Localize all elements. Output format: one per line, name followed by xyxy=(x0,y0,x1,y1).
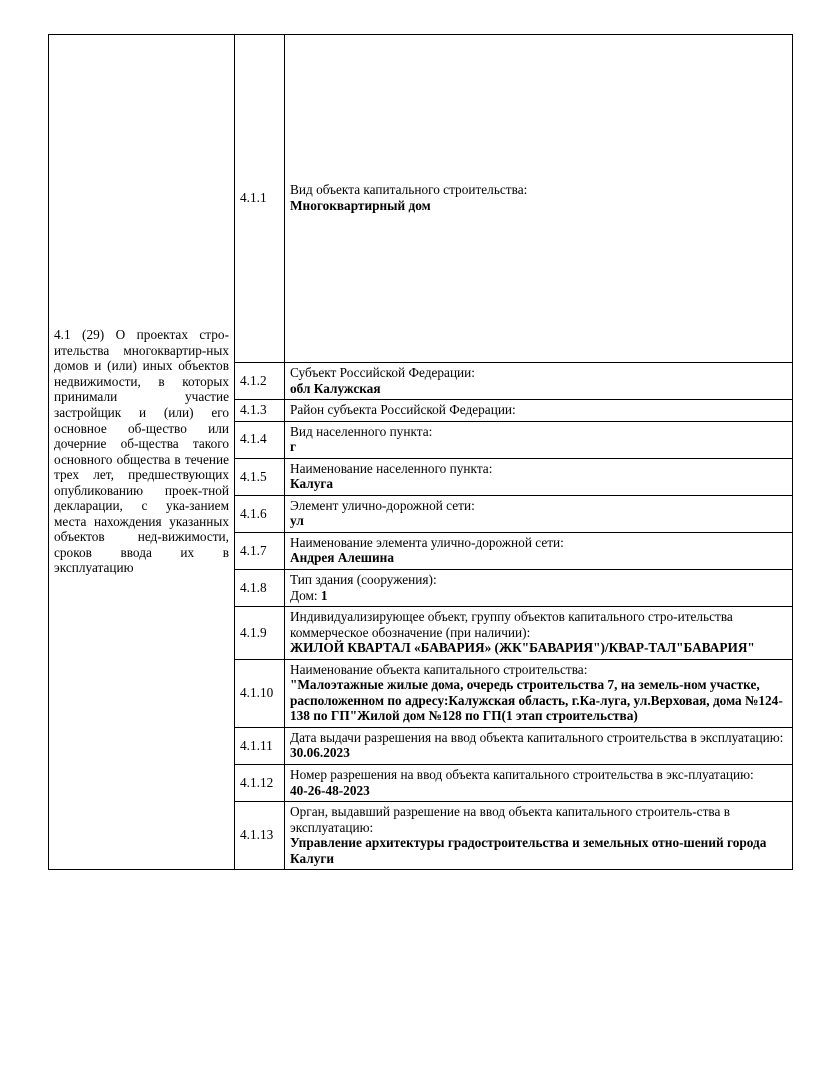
row-value-cell xyxy=(285,570,793,607)
row-number: 4.1.2 xyxy=(235,363,285,400)
field-value: обл Калужская xyxy=(290,380,381,396)
row-number: 4.1.4 xyxy=(235,421,285,458)
row-value-cell xyxy=(285,532,793,569)
row-value-cell xyxy=(285,35,793,363)
field-label: Элемент улично-дорожной сети: xyxy=(290,497,475,513)
field-value: "Малоэтажные жилые дома, очередь строительства 7, на земель-ном участке, расположенном по адресу:Калужская область, г.Ка-луга, ул.Верховая, дома №124-138 по ГП"Жилой дом №128 по ГП(1 этап строительства) xyxy=(290,677,783,724)
section-description-cell: 4.1 (29) О проектах стро-ительства многоквартир-ных домов и (или) иных объектов недвижимости, в которых принимали участие застройщик и (или) его основное об-щество или дочерние об-щества такого основного общества в течение трех лет, предшествующих опубликованию проек-тной декларации, с ука-занием места нахождения указанных объектов нед-вижимости, сроков ввода их в эксплуатацию xyxy=(49,35,235,870)
row-number: 4.1.1 xyxy=(235,35,285,363)
field-value: Многоквартирный дом xyxy=(290,198,431,213)
project-declaration-table xyxy=(48,34,793,870)
row-value-cell xyxy=(285,400,793,422)
field-label: Субъект Российской Федерации: xyxy=(290,365,475,380)
field-label: Дата выдачи разрешения на ввод объекта капитального строительства в эксплуатацию: xyxy=(290,729,784,745)
field-value: ул xyxy=(290,513,304,529)
field-value: Дом: 1 xyxy=(290,587,328,603)
table-row xyxy=(49,35,793,363)
field-label: Вид населенного пункта: xyxy=(290,423,433,439)
field-label: Наименование населенного пункта: xyxy=(290,460,493,476)
row-number: 4.1.10 xyxy=(235,659,285,727)
field-value: г xyxy=(290,439,297,455)
row-value-cell xyxy=(285,495,793,532)
row-value-cell xyxy=(285,363,793,400)
row-number: 4.1.7 xyxy=(235,532,285,569)
field-value: Калуга xyxy=(290,476,334,492)
field-value: ЖИЛОЙ КВАРТАЛ «БАВАРИЯ» (ЖК"БАВАРИЯ")/КВАР-ТАЛ"БАВАРИЯ" xyxy=(290,640,755,656)
field-value: Андрея Алешина xyxy=(290,550,394,566)
field-label: Наименование элемента улично-дорожной сети: xyxy=(290,534,564,550)
row-number: 4.1.9 xyxy=(235,607,285,660)
field-label: Орган, выдавший разрешение на ввод объекта капитального строитель-ства в эксплуатацию: xyxy=(290,804,730,835)
field-label: Район субъекта Российской Федерации: xyxy=(290,402,516,418)
row-number: 4.1.5 xyxy=(235,458,285,495)
field-value: 30.06.2023 xyxy=(290,745,350,761)
field-value: Управление архитектуры градостроительства и земельных отно-шений города Калуги xyxy=(290,835,767,866)
row-number: 4.1.13 xyxy=(235,802,285,870)
row-number: 4.1.12 xyxy=(235,765,285,802)
row-value-cell xyxy=(285,659,793,727)
row-value-cell xyxy=(285,458,793,495)
field-label: Тип здания (сооружения): xyxy=(290,572,437,588)
row-value-cell xyxy=(285,421,793,458)
row-value-cell xyxy=(285,727,793,764)
row-value-cell xyxy=(285,765,793,802)
field-value: 40-26-48-2023 xyxy=(290,782,370,798)
field-label: Индивидуализирующее объект, группу объектов капитального стро-ительства коммерческое обозначение (при наличии): xyxy=(290,609,733,640)
row-number: 4.1.3 xyxy=(235,400,285,422)
row-value-cell xyxy=(285,802,793,870)
row-number: 4.1.8 xyxy=(235,570,285,607)
row-value-cell xyxy=(285,607,793,660)
field-label: Наименование объекта капитального строительства: xyxy=(290,661,588,677)
row-number: 4.1.6 xyxy=(235,495,285,532)
field-label: Номер разрешения на ввод объекта капитального строительства в экс-плуатацию: xyxy=(290,767,754,783)
field-label: Вид объекта капитального строительства: xyxy=(290,182,528,198)
row-number: 4.1.11 xyxy=(235,727,285,764)
